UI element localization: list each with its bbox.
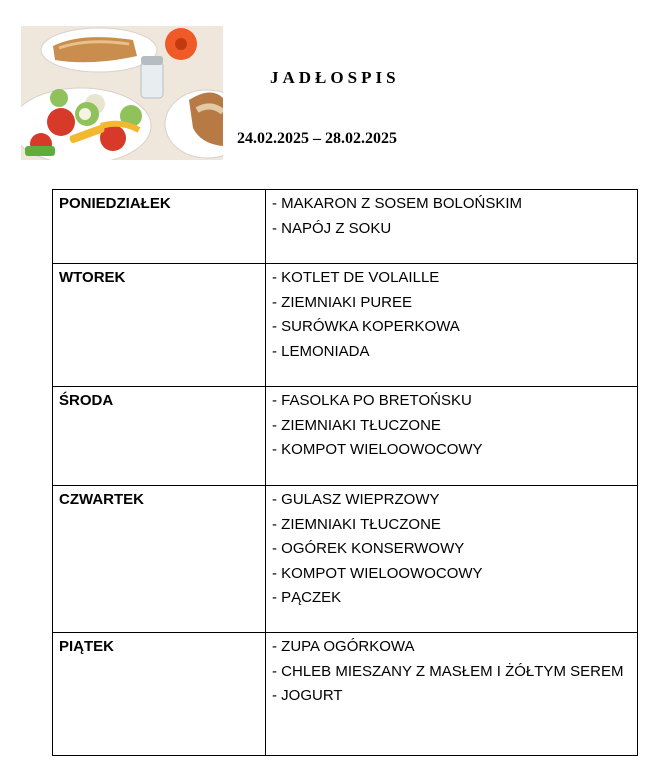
food-photo (21, 26, 223, 160)
meal-item: - ZIEMNIAKI TŁUCZONE (272, 515, 441, 533)
menu-row (53, 486, 638, 633)
day-cell: WTOREK (53, 264, 266, 387)
meal-item: - CHLEB MIESZANY Z MASŁEM I ŻÓŁTYM SEREM (272, 662, 624, 680)
meal-item: - FASOLKA PO BRETOŃSKU (272, 392, 472, 409)
meal-item: - ZUPA OGÓRKOWA (272, 638, 415, 655)
menu-row (53, 387, 638, 486)
menu-table (52, 189, 638, 756)
meal-item: - ZIEMNIAKI PUREE (272, 293, 413, 311)
meal-item: - MAKARON Z SOSEM BOLOŃSKIM (272, 195, 523, 212)
page-title: JADŁOSPIS (270, 68, 400, 87)
meals-cell (266, 264, 638, 387)
menu-row (53, 264, 638, 387)
meals-cell (266, 486, 638, 633)
menu-row (53, 633, 638, 756)
day-cell: PIĄTEK (53, 633, 266, 756)
date-range: 24.02.2025 – 28.02.2025 (237, 130, 397, 147)
meal-item: - JOGURT (272, 687, 343, 705)
meal-item: - SURÓWKA KOPERKOWA (272, 318, 460, 336)
meal-item: - OGÓREK KONSERWOWY (272, 540, 465, 558)
meal-item: - KOMPOT WIELOOWOCOWY (272, 564, 483, 582)
meal-item: - NAPÓJ Z SOKU (272, 219, 392, 237)
meals-cell (266, 633, 638, 756)
meals-cell (266, 387, 638, 486)
meal-item: - KOTLET DE VOLAILLE (272, 269, 440, 286)
day-cell: PONIEDZIAŁEK (53, 190, 266, 264)
meals-cell (266, 190, 638, 264)
meal-item: - PĄCZEK (272, 589, 342, 607)
menu-row (53, 190, 638, 264)
day-cell: CZWARTEK (53, 486, 266, 633)
meal-item: - ZIEMNIAKI TŁUCZONE (272, 416, 441, 434)
meal-item: - LEMONIADA (272, 342, 370, 360)
meal-item: - GULASZ WIEPRZOWY (272, 491, 440, 508)
meal-item: - KOMPOT WIELOOWOCOWY (272, 441, 483, 459)
day-cell: ŚRODA (53, 387, 266, 486)
